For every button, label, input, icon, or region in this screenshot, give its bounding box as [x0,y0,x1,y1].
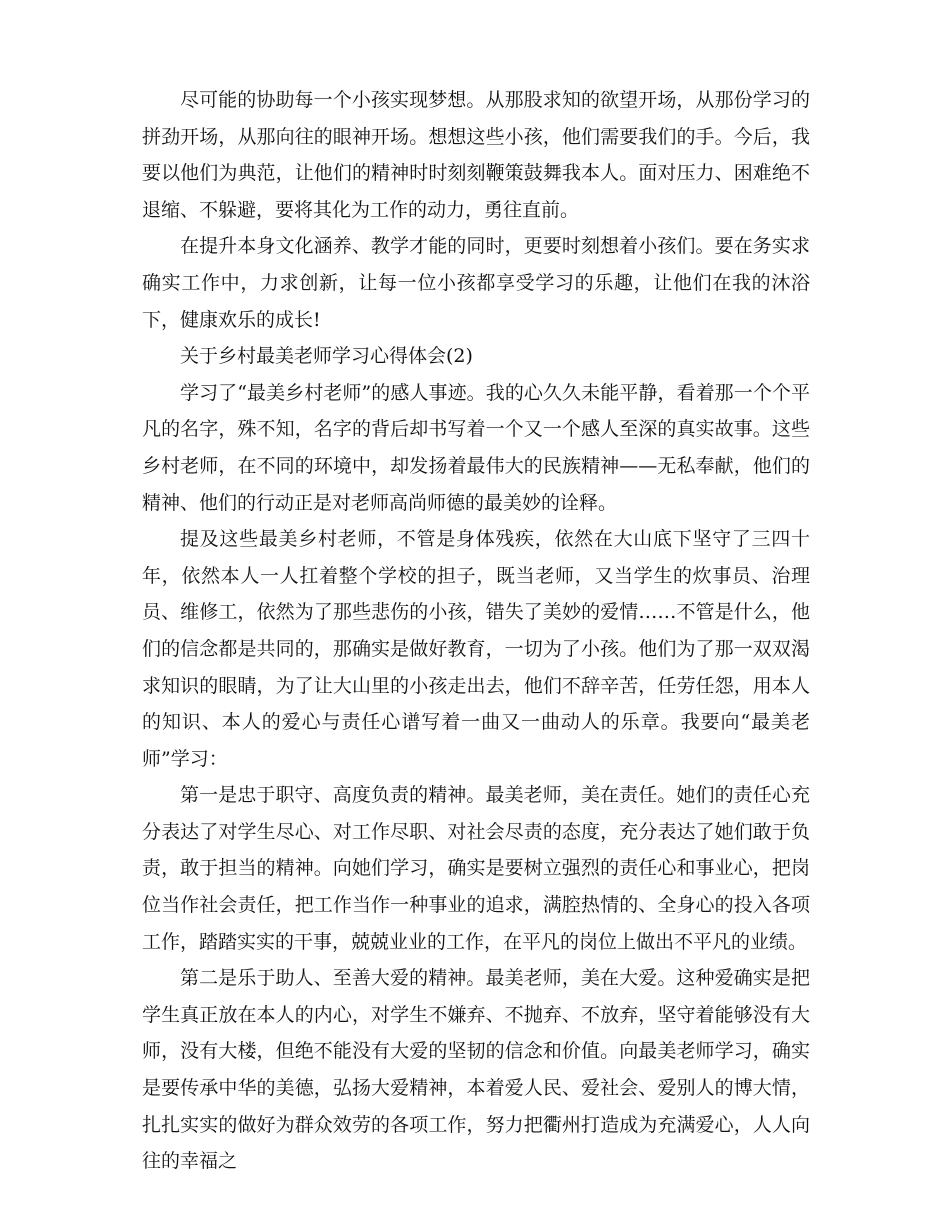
document-body [142,82,810,1180]
section-heading: 关于乡村最美老师学习心得体会(2) [180,345,473,368]
paragraph-4: 提及这些最美乡村老师，不管是身体残疾，依然在大山底下坚守了三四十年，依然本人一人扛着整个学校的担子，既当老师，又当学生的炊事员、治理员、维修工，依然为了那些悲伤的小孩，错失了美妙的爱情……不管是什么，他们的信念都是共同的，那确实是做好教育，一切为了小孩。他们为了那一双双渴求知识的眼睛，为了让大山里的小孩走出去，他们不辞辛苦，任劳任怨，用本人的知识、本人的爱心与责任心谱写着一曲又一曲动人的乐章。我要向“最美老师”学习： [142,528,810,770]
paragraph-3: 学习了“最美乡村老师”的感人事迹。我的心久久未能平静，看着那一个个平凡的名字，殊不知，名字的背后却书写着一个又一个感人至深的真实故事。这些乡村老师，在不同的环境中，却发扬着最伟大的民族精神——无私奉献，他们的精神、他们的行动正是对老师高尚师德的最美妙的诠释。 [142,381,810,514]
paragraph-5: 第一是忠于职守、高度负责的精神。最美老师，美在责任。她们的责任心充分表达了对学生尽心、对工作尽职、对社会尽责的态度，充分表达了她们敢于负责，敢于担当的精神。向她们学习，确实是要树立强烈的责任心和事业心，把岗位当作社会责任，把工作当作一种事业的追求，满腔热情的、全身心的投入各项工作，踏踏实实的干事，兢兢业业的工作，在平凡的岗位上做出不平凡的业绩。 [142,784,810,953]
paragraph-6: 第二是乐于助人、至善大爱的精神。最美老师，美在大爱。这种爱确实是把学生真正放在本人的内心，对学生不嫌弃、不抛弃、不放弃，坚守着能够没有大师，没有大楼，但绝不能没有大爱的坚韧的信念和价值。向最美老师学习，确实是要传承中华的美德，弘扬大爱精神，本着爱人民、爱社会、爱别人的博大情，扎扎实实的做好为群众效劳的各项工作，努力把衢州打造成为充满爱心，人人向往的幸福之 [142,967,810,1173]
paragraph-1: 尽可能的协助每一个小孩实现梦想。从那股求知的欲望开场，从那份学习的拼劲开场，从那向往的眼神开场。想想这些小孩，他们需要我们的手。今后，我要以他们为典范，让他们的精神时时刻刻鞭策鼓舞我本人。面对压力、困难绝不退缩、不躲避，要将其化为工作的动力，勇往直前。 [142,89,810,221]
paragraph-2: 在提升本身文化涵养、教学才能的同时，更要时刻想着小孩们。要在务实求确实工作中，力求创新，让每一位小孩都享受学习的乐趣，让他们在我的沐浴下，健康欢乐的成长! [142,235,810,331]
